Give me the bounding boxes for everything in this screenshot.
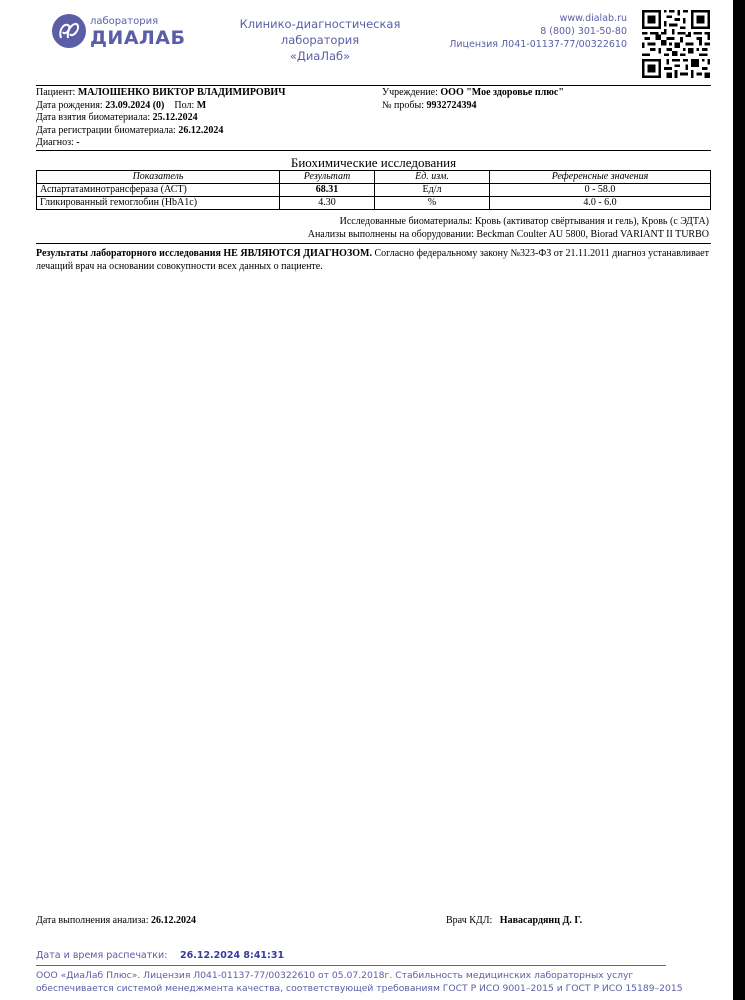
column-header-unit: Ед. изм. (375, 171, 490, 184)
disclaimer (36, 248, 709, 273)
table-row (37, 197, 711, 210)
completion-date-value: 26.12.2024 (151, 915, 196, 926)
reference-value: 0 - 58.0 (490, 184, 711, 197)
license-number: Лицензия Л041-01137-77/00322610 (449, 39, 627, 50)
info-divider (36, 150, 711, 151)
license-footer-line2: обеспечивается системой менеджмента качества, соответствующей требованиям ГОСТ Р ИСО 9001–2015 и ГОСТ Р ИСО 15189–2015 (36, 983, 683, 994)
result-value: 68.31 (280, 184, 375, 197)
scan-edge (733, 0, 745, 1000)
column-header-result: Результат (280, 171, 375, 184)
sex-label: Пол: (174, 99, 195, 111)
disclaimer-bold: Результаты лабораторного исследования НЕ ЯВЛЯЮТСЯ ДИАГНОЗОМ. (36, 248, 372, 259)
completion-date (36, 915, 196, 926)
section-title: Биохимические исследования (290, 155, 457, 170)
reference-value: 4.0 - 6.0 (490, 197, 711, 210)
logo-big-text: ДИАЛАБ (90, 27, 186, 49)
collect-date-label: Дата взятия биоматериала: (36, 112, 151, 123)
logo-small-text: лаборатория (90, 16, 159, 27)
patient-name-label: Пациент: (36, 87, 76, 98)
table-header-row (37, 171, 711, 184)
sex-value: М (196, 99, 207, 111)
sample-label: № пробы: (382, 99, 424, 111)
diagnosis-label: Диагноз: (36, 137, 74, 148)
column-header-reference: Референсные значения (490, 171, 711, 184)
diagnosis-value: - (76, 137, 80, 148)
disclaimer-text: Согласно федеральному закону №323-ФЗ от 21.11.2011 диагноз устанавливает лечащий врач на основании совокупности всех данных о пациенте. (36, 248, 709, 272)
license-footer-line1: ООО «ДиаЛаб Плюс». Лицензия Л041-01137-77/00322610 от 05.07.2018г. Стабильность медицинских лабораторных услуг (36, 970, 634, 981)
print-date-label: Дата и время распечатки: (36, 950, 168, 961)
license-footer (36, 969, 696, 995)
dob-value: 23.09.2024 (0) (105, 99, 165, 111)
institution-row (382, 87, 712, 100)
collect-date-value: 25.12.2024 (152, 112, 198, 123)
reg-date-value: 26.12.2024 (178, 124, 224, 136)
materials-line: Исследованные биоматериалы: Кровь (активатор свёртывания и гель), Кровь (с ЭДТА) (339, 216, 709, 227)
analysis-meta (36, 216, 709, 241)
dialab-logo-icon (52, 14, 86, 48)
diagnosis-row (36, 137, 376, 150)
lab-logo (52, 12, 192, 52)
patient-name-row (36, 87, 376, 100)
unit-value: Ед/л (375, 184, 490, 197)
indicator-name: Аспартатаминотрансфераза (АСТ) (37, 184, 280, 197)
print-date-value: 26.12.2024 8:41:31 (180, 950, 285, 961)
doctor-label: Врач КДЛ: (446, 915, 493, 926)
patient-dob-row (36, 100, 376, 113)
institution-label: Учреждение: (382, 87, 438, 98)
dob-label: Дата рождения: (36, 99, 103, 111)
sample-value: 9932724394 (426, 99, 477, 111)
qr-code-icon (642, 10, 710, 78)
column-header-indicator: Показатель (37, 171, 280, 184)
meta-divider (36, 243, 711, 244)
sample-row (382, 100, 712, 113)
institution-value: ООО "Мое здоровье плюс" (440, 87, 564, 98)
phone-number: 8 (800) 301-50-80 (540, 26, 627, 37)
lab-name-line1: Клинико-диагностическая лаборатория (239, 17, 401, 47)
doctor-name: Навасардянц Д. Г. (499, 915, 583, 926)
table-row (37, 184, 711, 197)
equipment-line: Анализы выполнены на оборудовании: Beckman Coulter AU 5800, Biorad VARIANT II TURBO (307, 228, 709, 240)
lab-name (200, 16, 440, 64)
website-link[interactable]: www.dialab.ru (559, 13, 627, 24)
footer-divider (36, 965, 666, 966)
doctor-signature (446, 915, 582, 926)
results-table (36, 170, 711, 210)
patient-info (36, 87, 376, 150)
institution-info (382, 87, 712, 112)
reg-date-row (36, 125, 376, 138)
reg-date-label: Дата регистрации биоматериала: (36, 124, 176, 136)
lab-name-line2: «ДиаЛаб» (289, 49, 351, 63)
result-value: 4.30 (280, 197, 375, 210)
header-divider (36, 85, 711, 86)
indicator-name: Гликированный гемоглобин (HbA1c) (37, 197, 280, 210)
completion-date-label: Дата выполнения анализа: (36, 915, 149, 926)
unit-value: % (375, 197, 490, 210)
patient-name: МАЛОШЕНКО ВИКТОР ВЛАДИМИРОВИЧ (77, 87, 286, 98)
lab-contacts (449, 12, 627, 51)
collect-date-row (36, 112, 376, 125)
